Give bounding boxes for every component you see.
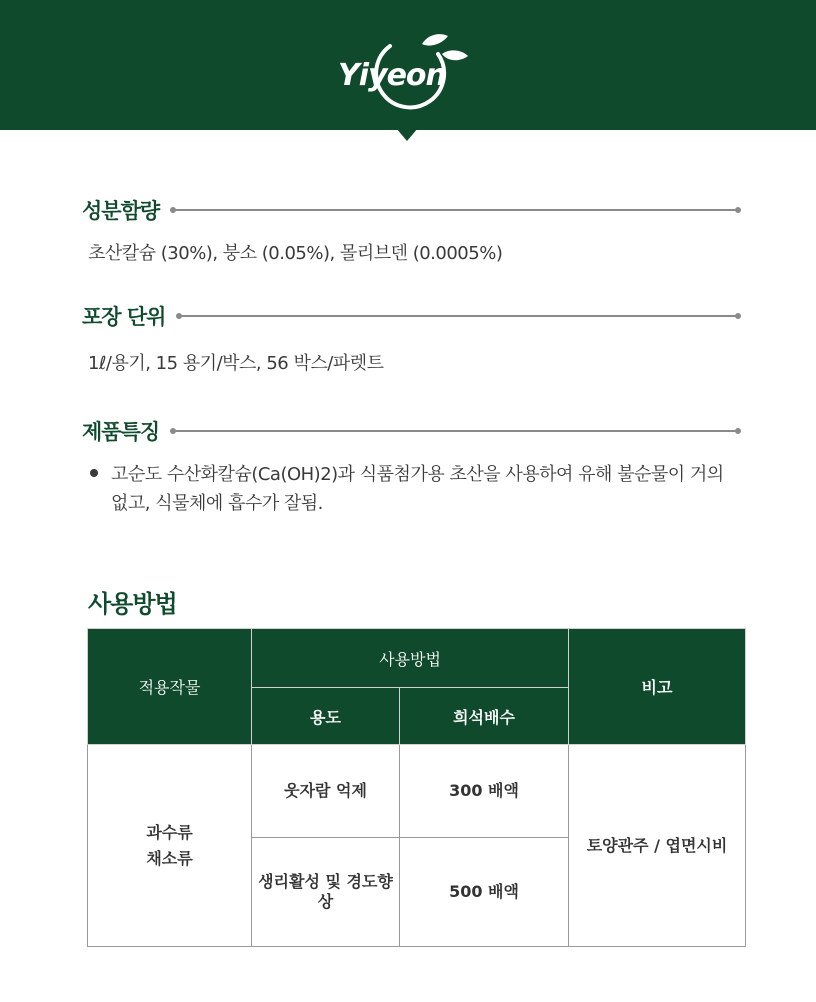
crop-name: 채소류: [146, 848, 193, 868]
dilution-cell: 300 배액: [400, 745, 569, 838]
packaging-section: [82, 301, 738, 375]
header-notch: [396, 128, 418, 141]
usage-title: 사용방법: [88, 590, 177, 618]
packaging-text: 1ℓ/용기, 15 용기/박스, 56 박스/파렛트: [88, 353, 384, 374]
features-heading: [82, 416, 738, 446]
header-note: 비고: [569, 629, 746, 745]
divider-line: [179, 315, 738, 317]
packaging-heading: [82, 301, 738, 331]
composition-section: [82, 195, 738, 265]
divider-line: [173, 209, 738, 211]
feature-bullet: [82, 460, 738, 518]
features-title: 제품특징: [82, 420, 160, 444]
logo-wordmark: Yiyeon: [338, 58, 446, 93]
header-method: 사용방법: [252, 629, 569, 688]
brand-logo: [330, 32, 480, 112]
purpose-cell: 생리활성 및 경도향상: [252, 838, 400, 947]
crop-name: 과수류: [146, 822, 193, 842]
header-dilution: 희석배수: [400, 688, 569, 745]
feature-text: 고순도 수산화칼슘(Ca(OH)2)과 식품첨가용 초산을 사용하여 유해 불순물이 거의 없고, 식물체에 흡수가 잘됨.: [111, 464, 724, 514]
packaging-title: 포장 단위: [82, 305, 166, 329]
bullet-dot-icon: [90, 469, 98, 477]
dilution-cell: 500 배액: [400, 838, 569, 947]
header-purpose: 용도: [252, 688, 400, 745]
purpose-cell: 웃자람 억제: [252, 745, 400, 838]
composition-title: 성분함량: [82, 199, 160, 223]
composition-text: 초산칼슘 (30%), 붕소 (0.05%), 몰리브덴 (0.0005%): [88, 243, 503, 264]
header-crops: 적용작물: [88, 629, 252, 745]
note-cell: 토양관주 / 엽면시비: [569, 745, 746, 947]
features-section: [82, 416, 738, 518]
divider-line: [173, 430, 738, 432]
usage-table: [87, 628, 746, 947]
crops-cell: [88, 745, 252, 947]
composition-heading: [82, 195, 738, 225]
table-header-row: [88, 629, 746, 688]
table-row: [88, 745, 746, 838]
